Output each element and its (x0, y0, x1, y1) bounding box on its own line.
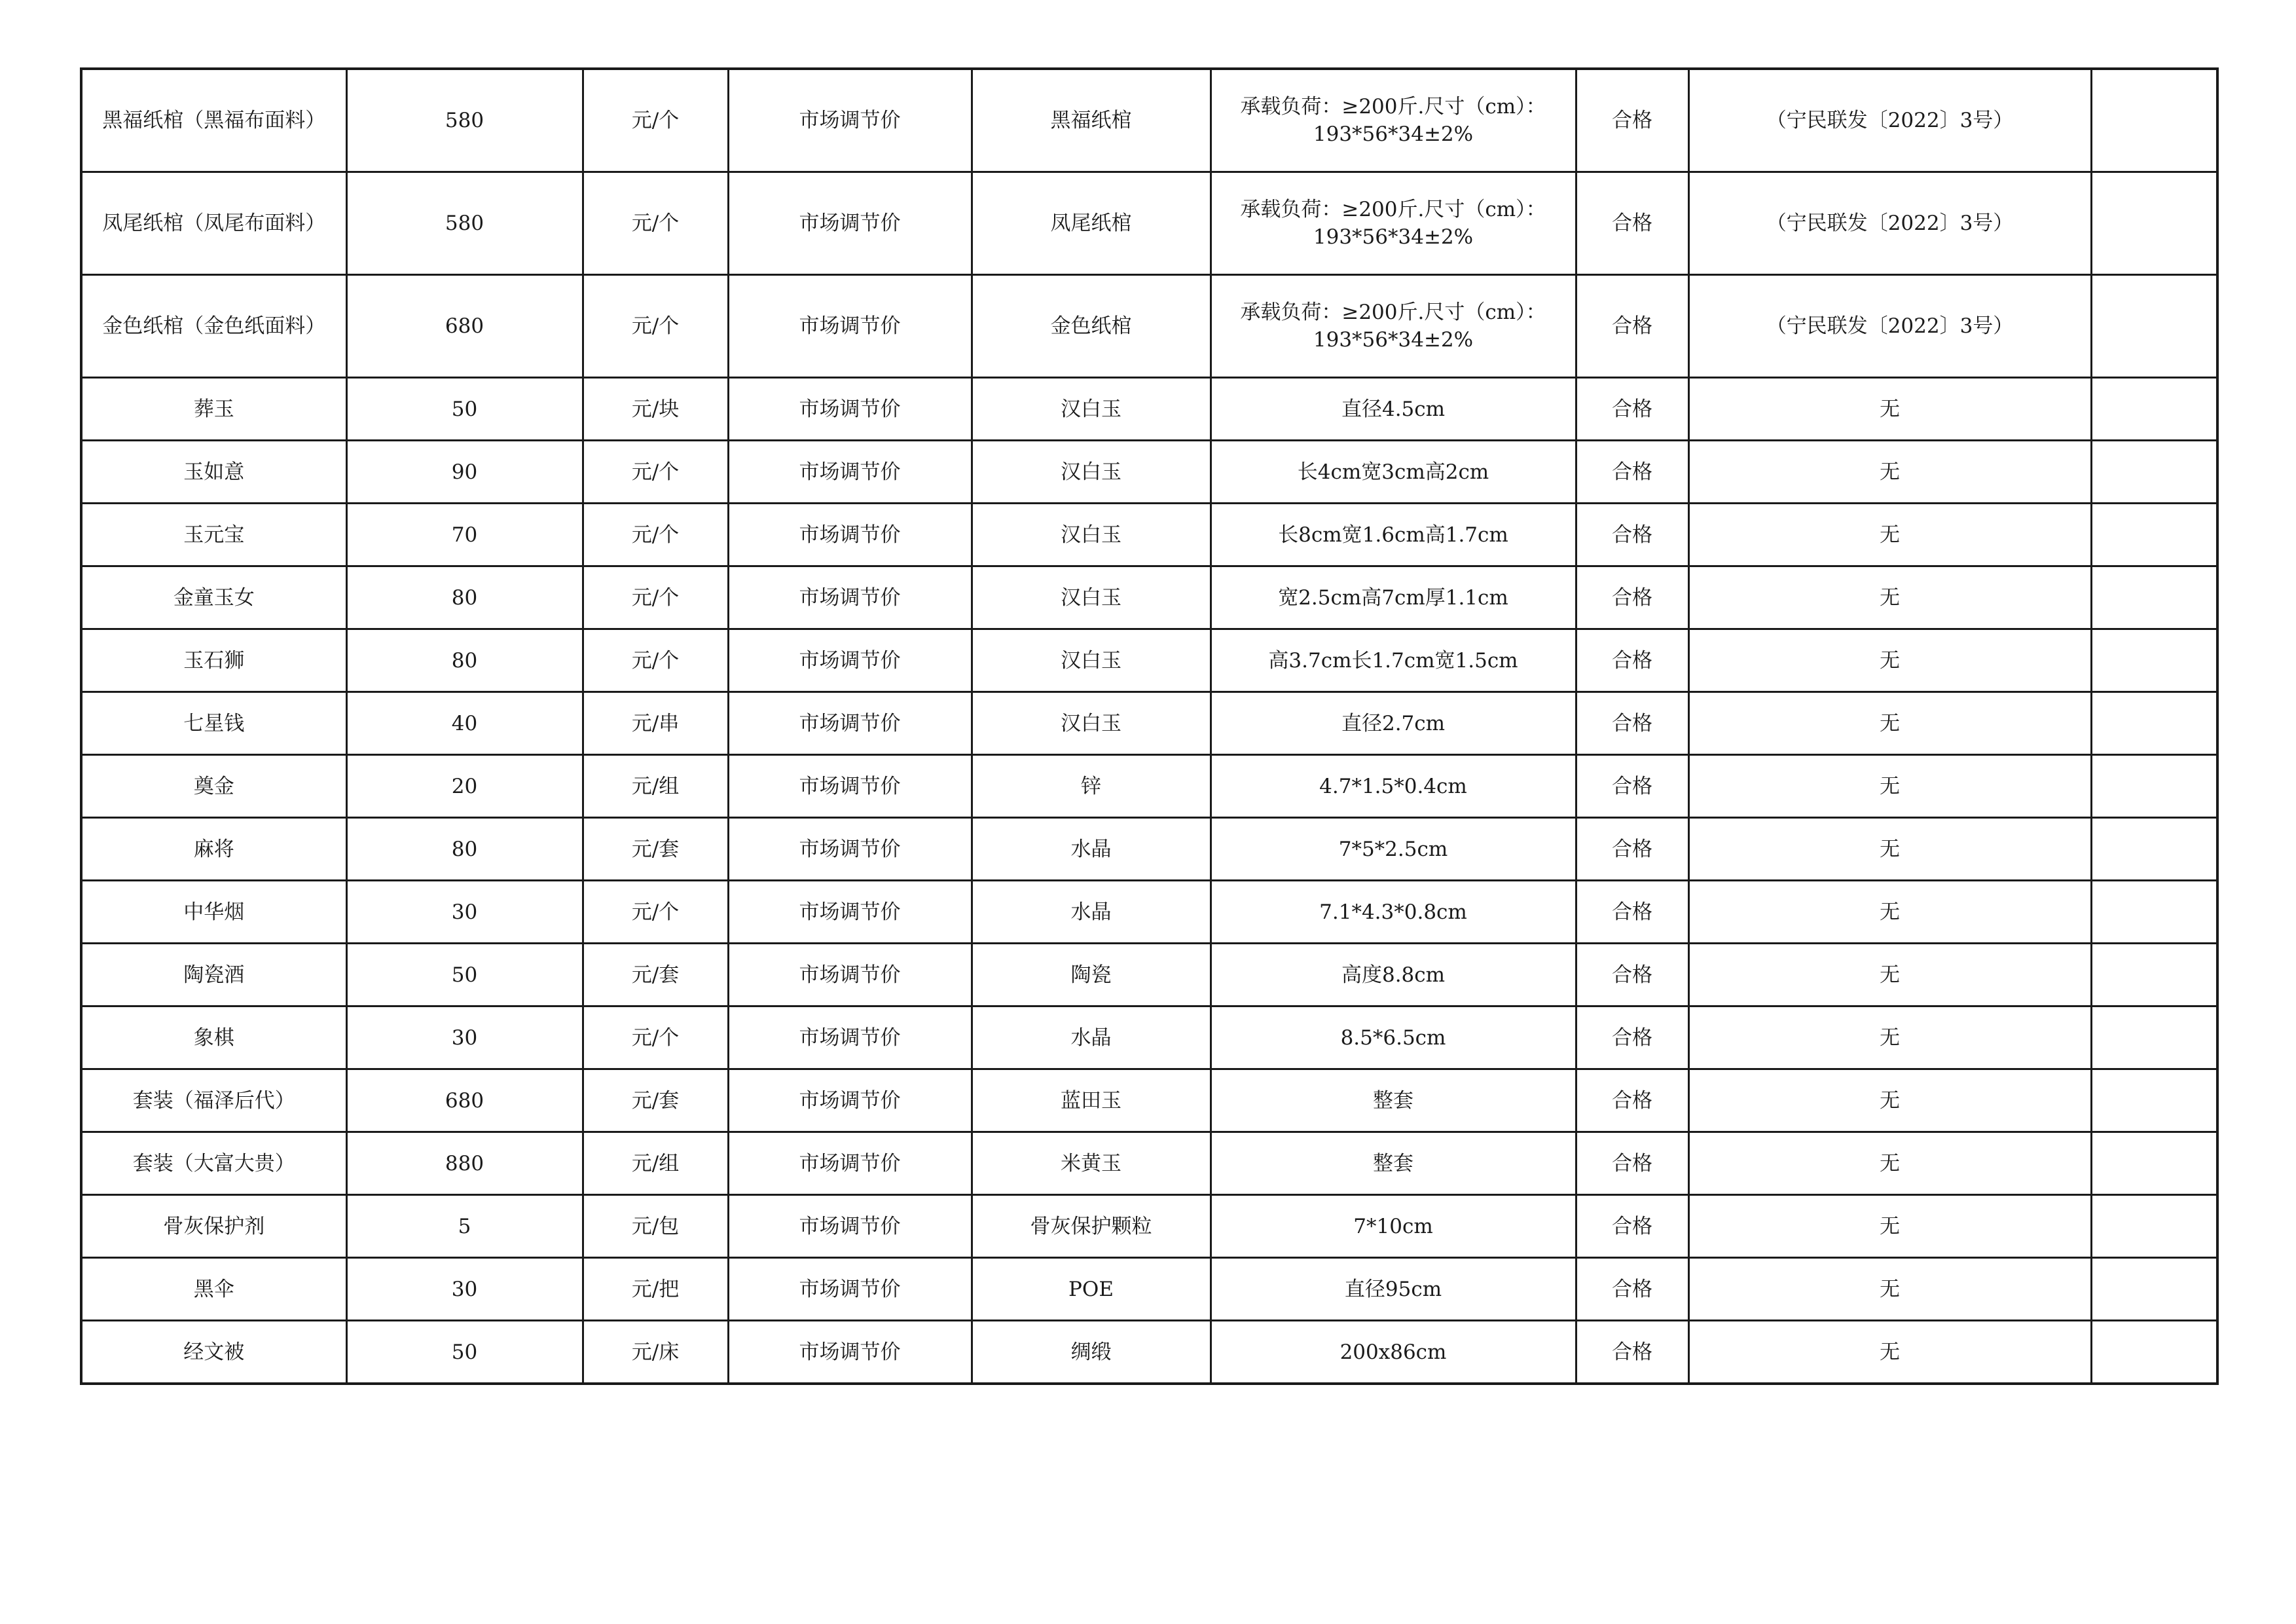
item-name-cell: 经文被 (81, 1321, 346, 1384)
item-name-cell: 七星钱 (81, 692, 346, 755)
note-cell (2091, 629, 2217, 692)
spec-cell (1211, 881, 1576, 944)
spec-cell (1211, 692, 1576, 755)
item-name-cell: 套装（福泽后代） (81, 1069, 346, 1132)
item-name-cell: 玉如意 (81, 441, 346, 504)
spec-line: 7*10cm (1353, 1214, 1433, 1238)
note-cell (2091, 378, 2217, 441)
spec-line: 承载负荷：≥200斤.尺寸（cm）： (1240, 95, 1546, 119)
spec-line: 承载负荷：≥200斤.尺寸（cm）： (1240, 198, 1546, 221)
spec-cell (1211, 69, 1576, 172)
price-type-cell: 市场调节价 (728, 172, 972, 275)
unit-cell: 元/组 (583, 755, 728, 818)
material-cell: 绸缎 (972, 1321, 1211, 1384)
price-table (80, 67, 2219, 1385)
price-type-cell: 市场调节价 (728, 275, 972, 378)
material-cell: 米黄玉 (972, 1132, 1211, 1195)
material-cell: 汉白玉 (972, 504, 1211, 566)
price-cell: 30 (346, 1006, 583, 1069)
price-type-cell: 市场调节价 (728, 69, 972, 172)
note-cell (2091, 1321, 2217, 1384)
note-cell (2091, 441, 2217, 504)
note-cell (2091, 1069, 2217, 1132)
price-type-cell: 市场调节价 (728, 378, 972, 441)
basis-cell: 无 (1688, 1195, 2091, 1258)
price-type-cell: 市场调节价 (728, 1132, 972, 1195)
spec-line: 承载负荷：≥200斤.尺寸（cm）： (1240, 301, 1546, 324)
unit-cell: 元/套 (583, 1069, 728, 1132)
item-name-cell: 金色纸棺（金色纸面料） (81, 275, 346, 378)
material-cell: 汉白玉 (972, 692, 1211, 755)
spec-line: 直径2.7cm (1341, 711, 1446, 735)
material-cell: 水晶 (972, 818, 1211, 881)
quality-cell: 合格 (1576, 504, 1688, 566)
quality-cell: 合格 (1576, 1006, 1688, 1069)
item-name-cell: 骨灰保护剂 (81, 1195, 346, 1258)
table-row (81, 504, 2217, 566)
spec-cell (1211, 1069, 1576, 1132)
spec-cell (1211, 755, 1576, 818)
note-cell (2091, 1195, 2217, 1258)
item-name-cell: 玉元宝 (81, 504, 346, 566)
item-name-cell: 凤尾纸棺（凤尾布面料） (81, 172, 346, 275)
spec-cell (1211, 944, 1576, 1006)
material-cell: 水晶 (972, 881, 1211, 944)
price-type-cell: 市场调节价 (728, 881, 972, 944)
quality-cell: 合格 (1576, 1321, 1688, 1384)
price-cell: 680 (346, 275, 583, 378)
spec-cell (1211, 629, 1576, 692)
material-cell: 汉白玉 (972, 629, 1211, 692)
spec-cell (1211, 378, 1576, 441)
item-name-cell: 黑福纸棺（黑福布面料） (81, 69, 346, 172)
quality-cell: 合格 (1576, 378, 1688, 441)
unit-cell: 元/把 (583, 1258, 728, 1321)
table-row (81, 818, 2217, 881)
material-cell: 锌 (972, 755, 1211, 818)
spec-line: 整套 (1373, 1088, 1413, 1113)
price-type-cell: 市场调节价 (728, 1321, 972, 1384)
item-name-cell: 陶瓷酒 (81, 944, 346, 1006)
price-cell: 80 (346, 566, 583, 629)
unit-cell: 元/套 (583, 944, 728, 1006)
basis-cell: 无 (1688, 818, 2091, 881)
basis-cell: 无 (1688, 1006, 2091, 1069)
material-cell: 汉白玉 (972, 378, 1211, 441)
quality-cell: 合格 (1576, 566, 1688, 629)
note-cell (2091, 69, 2217, 172)
price-type-cell: 市场调节价 (728, 1258, 972, 1321)
table-row (81, 378, 2217, 441)
basis-cell: （宁民联发〔2022〕3号） (1688, 69, 2091, 172)
spec-cell (1211, 275, 1576, 378)
quality-cell: 合格 (1576, 275, 1688, 378)
item-name-cell: 葬玉 (81, 378, 346, 441)
unit-cell: 元/个 (583, 881, 728, 944)
spec-line: 200x86cm (1339, 1340, 1447, 1364)
material-cell: POE (972, 1258, 1211, 1321)
spec-cell (1211, 172, 1576, 275)
price-type-cell: 市场调节价 (728, 818, 972, 881)
material-cell: 金色纸棺 (972, 275, 1211, 378)
table-row (81, 755, 2217, 818)
unit-cell: 元/个 (583, 172, 728, 275)
quality-cell: 合格 (1576, 692, 1688, 755)
spec-line: 7*5*2.5cm (1338, 837, 1448, 861)
spec-cell (1211, 504, 1576, 566)
table-row (81, 275, 2217, 378)
quality-cell: 合格 (1576, 172, 1688, 275)
table-row (81, 1195, 2217, 1258)
basis-cell: （宁民联发〔2022〕3号） (1688, 275, 2091, 378)
spec-line: 193*56*34±2% (1313, 328, 1474, 352)
quality-cell: 合格 (1576, 881, 1688, 944)
item-name-cell: 黑伞 (81, 1258, 346, 1321)
unit-cell: 元/个 (583, 629, 728, 692)
price-type-cell: 市场调节价 (728, 504, 972, 566)
table-row (81, 1006, 2217, 1069)
spec-cell (1211, 818, 1576, 881)
note-cell (2091, 504, 2217, 566)
price-type-cell: 市场调节价 (728, 1006, 972, 1069)
price-type-cell: 市场调节价 (728, 441, 972, 504)
basis-cell: 无 (1688, 629, 2091, 692)
note-cell (2091, 944, 2217, 1006)
note-cell (2091, 172, 2217, 275)
material-cell: 骨灰保护颗粒 (972, 1195, 1211, 1258)
material-cell: 凤尾纸棺 (972, 172, 1211, 275)
quality-cell: 合格 (1576, 1069, 1688, 1132)
basis-cell: 无 (1688, 692, 2091, 755)
item-name-cell: 金童玉女 (81, 566, 346, 629)
note-cell (2091, 1006, 2217, 1069)
price-cell: 40 (346, 692, 583, 755)
note-cell (2091, 692, 2217, 755)
table-row (81, 1069, 2217, 1132)
material-cell: 汉白玉 (972, 441, 1211, 504)
table-row (81, 944, 2217, 1006)
quality-cell: 合格 (1576, 441, 1688, 504)
spec-line: 193*56*34±2% (1313, 122, 1474, 146)
material-cell: 蓝田玉 (972, 1069, 1211, 1132)
unit-cell: 元/床 (583, 1321, 728, 1384)
basis-cell: 无 (1688, 378, 2091, 441)
note-cell (2091, 1258, 2217, 1321)
quality-cell: 合格 (1576, 944, 1688, 1006)
price-cell: 70 (346, 504, 583, 566)
spec-line: 高3.7cm长1.7cm宽1.5cm (1268, 648, 1518, 673)
price-cell: 580 (346, 172, 583, 275)
spec-line: 193*56*34±2% (1313, 225, 1474, 249)
table-body (81, 69, 2217, 1384)
price-cell: 50 (346, 944, 583, 1006)
unit-cell: 元/个 (583, 504, 728, 566)
spec-line: 8.5*6.5cm (1340, 1025, 1446, 1050)
quality-cell: 合格 (1576, 69, 1688, 172)
table-row (81, 441, 2217, 504)
material-cell: 黑福纸棺 (972, 69, 1211, 172)
note-cell (2091, 881, 2217, 944)
quality-cell: 合格 (1576, 1258, 1688, 1321)
item-name-cell: 玉石狮 (81, 629, 346, 692)
price-cell: 50 (346, 378, 583, 441)
price-type-cell: 市场调节价 (728, 1069, 972, 1132)
price-type-cell: 市场调节价 (728, 755, 972, 818)
unit-cell: 元/套 (583, 818, 728, 881)
item-name-cell: 象棋 (81, 1006, 346, 1069)
unit-cell: 元/块 (583, 378, 728, 441)
spec-line: 长8cm宽1.6cm高1.7cm (1278, 523, 1508, 547)
unit-cell: 元/包 (583, 1195, 728, 1258)
basis-cell: 无 (1688, 1258, 2091, 1321)
price-type-cell: 市场调节价 (728, 944, 972, 1006)
spec-cell (1211, 1195, 1576, 1258)
spec-line: 整套 (1373, 1151, 1413, 1175)
price-type-cell: 市场调节价 (728, 692, 972, 755)
price-cell: 880 (346, 1132, 583, 1195)
unit-cell: 元/个 (583, 69, 728, 172)
item-name-cell: 奠金 (81, 755, 346, 818)
note-cell (2091, 818, 2217, 881)
price-cell: 50 (346, 1321, 583, 1384)
spec-cell (1211, 441, 1576, 504)
basis-cell: 无 (1688, 944, 2091, 1006)
material-cell: 汉白玉 (972, 566, 1211, 629)
note-cell (2091, 275, 2217, 378)
quality-cell: 合格 (1576, 1195, 1688, 1258)
basis-cell: 无 (1688, 1321, 2091, 1384)
table-row (81, 566, 2217, 629)
unit-cell: 元/个 (583, 275, 728, 378)
price-cell: 20 (346, 755, 583, 818)
material-cell: 水晶 (972, 1006, 1211, 1069)
table-row (81, 629, 2217, 692)
price-cell: 5 (346, 1195, 583, 1258)
table-row (81, 1321, 2217, 1384)
price-cell: 30 (346, 1258, 583, 1321)
basis-cell: （宁民联发〔2022〕3号） (1688, 172, 2091, 275)
table-row (81, 69, 2217, 172)
quality-cell: 合格 (1576, 629, 1688, 692)
price-type-cell: 市场调节价 (728, 1195, 972, 1258)
unit-cell: 元/串 (583, 692, 728, 755)
table-row (81, 692, 2217, 755)
note-cell (2091, 566, 2217, 629)
spec-cell (1211, 1321, 1576, 1384)
spec-line: 长4cm宽3cm高2cm (1297, 460, 1489, 484)
basis-cell: 无 (1688, 566, 2091, 629)
spec-cell (1211, 566, 1576, 629)
price-type-cell: 市场调节价 (728, 566, 972, 629)
price-cell: 90 (346, 441, 583, 504)
quality-cell: 合格 (1576, 755, 1688, 818)
quality-cell: 合格 (1576, 1132, 1688, 1195)
spec-line: 直径4.5cm (1341, 397, 1446, 421)
table-row (81, 1258, 2217, 1321)
spec-cell (1211, 1132, 1576, 1195)
spec-line: 高度8.8cm (1341, 963, 1446, 987)
item-name-cell: 麻将 (81, 818, 346, 881)
unit-cell: 元/个 (583, 1006, 728, 1069)
note-cell (2091, 755, 2217, 818)
basis-cell: 无 (1688, 1132, 2091, 1195)
spec-cell (1211, 1006, 1576, 1069)
basis-cell: 无 (1688, 504, 2091, 566)
price-cell: 580 (346, 69, 583, 172)
basis-cell: 无 (1688, 441, 2091, 504)
unit-cell: 元/组 (583, 1132, 728, 1195)
price-type-cell: 市场调节价 (728, 629, 972, 692)
item-name-cell: 中华烟 (81, 881, 346, 944)
material-cell: 陶瓷 (972, 944, 1211, 1006)
spec-line: 宽2.5cm高7cm厚1.1cm (1278, 585, 1508, 610)
unit-cell: 元/个 (583, 566, 728, 629)
table-row (81, 1132, 2217, 1195)
spec-cell (1211, 1258, 1576, 1321)
spec-line: 7.1*4.3*0.8cm (1319, 900, 1467, 924)
unit-cell: 元/个 (583, 441, 728, 504)
spec-line: 4.7*1.5*0.4cm (1319, 774, 1467, 798)
basis-cell: 无 (1688, 755, 2091, 818)
note-cell (2091, 1132, 2217, 1195)
quality-cell: 合格 (1576, 818, 1688, 881)
price-cell: 680 (346, 1069, 583, 1132)
price-cell: 80 (346, 629, 583, 692)
item-name-cell: 套装（大富大贵） (81, 1132, 346, 1195)
basis-cell: 无 (1688, 881, 2091, 944)
spec-line: 直径95cm (1344, 1277, 1442, 1301)
price-cell: 30 (346, 881, 583, 944)
basis-cell: 无 (1688, 1069, 2091, 1132)
table-row (81, 881, 2217, 944)
table-row (81, 172, 2217, 275)
price-cell: 80 (346, 818, 583, 881)
